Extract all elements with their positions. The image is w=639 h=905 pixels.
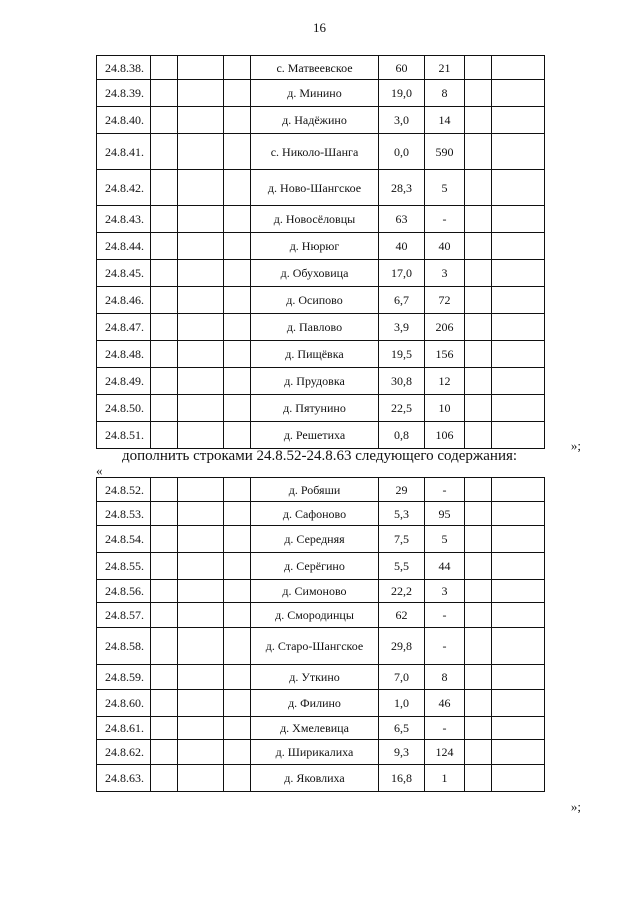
- empty-cell: [465, 740, 492, 765]
- value-2: 95: [425, 502, 465, 526]
- empty-cell: [178, 717, 224, 740]
- empty-cell: [151, 422, 178, 449]
- empty-cell: [151, 134, 178, 170]
- value-2: 40: [425, 233, 465, 260]
- row-number: 24.8.40.: [97, 107, 151, 134]
- empty-cell: [224, 765, 251, 792]
- value-1: 19,0: [379, 80, 425, 107]
- empty-cell: [151, 690, 178, 717]
- value-2: 590: [425, 134, 465, 170]
- empty-cell: [492, 628, 545, 665]
- empty-cell: [151, 665, 178, 690]
- empty-cell: [151, 502, 178, 526]
- table-row: [97, 717, 545, 740]
- empty-cell: [224, 603, 251, 628]
- empty-cell: [465, 56, 492, 80]
- empty-cell: [151, 478, 178, 502]
- empty-cell: [465, 603, 492, 628]
- amendment-text: дополнить строками 24.8.52-24.8.63 следующего содержания:: [121, 448, 518, 464]
- empty-cell: [178, 603, 224, 628]
- settlement-name: д. Серёгино: [251, 553, 379, 580]
- settlement-name: д. Надёжино: [251, 107, 379, 134]
- value-2: 124: [425, 740, 465, 765]
- empty-cell: [492, 107, 545, 134]
- empty-cell: [151, 740, 178, 765]
- empty-cell: [492, 717, 545, 740]
- empty-cell: [178, 134, 224, 170]
- row-number: 24.8.57.: [97, 603, 151, 628]
- empty-cell: [151, 56, 178, 80]
- row-number: 24.8.54.: [97, 526, 151, 553]
- empty-cell: [465, 314, 492, 341]
- row-number: 24.8.46.: [97, 287, 151, 314]
- empty-cell: [465, 628, 492, 665]
- value-1: 62: [379, 603, 425, 628]
- empty-cell: [492, 134, 545, 170]
- table-row: [97, 580, 545, 603]
- empty-cell: [178, 765, 224, 792]
- settlement-name: д. Новосёловцы: [251, 206, 379, 233]
- value-2: 46: [425, 690, 465, 717]
- empty-cell: [465, 260, 492, 287]
- empty-cell: [224, 740, 251, 765]
- empty-cell: [224, 170, 251, 206]
- empty-cell: [178, 107, 224, 134]
- table-row: [97, 314, 545, 341]
- table-row: [97, 368, 545, 395]
- settlement-name: д. Осипово: [251, 287, 379, 314]
- row-number: 24.8.53.: [97, 502, 151, 526]
- table-row: [97, 665, 545, 690]
- empty-cell: [178, 478, 224, 502]
- empty-cell: [151, 717, 178, 740]
- value-2: 14: [425, 107, 465, 134]
- empty-cell: [465, 422, 492, 449]
- empty-cell: [178, 580, 224, 603]
- settlement-name: д. Симоново: [251, 580, 379, 603]
- settlement-name: с. Матвеевское: [251, 56, 379, 80]
- empty-cell: [492, 287, 545, 314]
- settlement-name: д. Минино: [251, 80, 379, 107]
- empty-cell: [224, 260, 251, 287]
- closing-quote-1: »;: [570, 438, 581, 453]
- empty-cell: [178, 526, 224, 553]
- empty-cell: [178, 422, 224, 449]
- empty-cell: [465, 765, 492, 792]
- empty-cell: [224, 107, 251, 134]
- value-1: 0,0: [379, 134, 425, 170]
- value-2: -: [425, 206, 465, 233]
- empty-cell: [492, 170, 545, 206]
- value-2: 156: [425, 341, 465, 368]
- value-1: 6,5: [379, 717, 425, 740]
- table-row: [97, 422, 545, 449]
- table-row: [97, 502, 545, 526]
- value-1: 19,5: [379, 341, 425, 368]
- empty-cell: [178, 665, 224, 690]
- row-number: 24.8.41.: [97, 134, 151, 170]
- empty-cell: [151, 107, 178, 134]
- empty-cell: [178, 690, 224, 717]
- empty-cell: [492, 740, 545, 765]
- empty-cell: [465, 107, 492, 134]
- settlement-name: д. Пищёвка: [251, 341, 379, 368]
- empty-cell: [465, 717, 492, 740]
- value-1: 63: [379, 206, 425, 233]
- value-1: 5,3: [379, 502, 425, 526]
- settlement-name: д. Робяши: [251, 478, 379, 502]
- empty-cell: [224, 314, 251, 341]
- row-number: 24.8.38.: [97, 56, 151, 80]
- empty-cell: [178, 56, 224, 80]
- empty-cell: [224, 287, 251, 314]
- empty-cell: [178, 287, 224, 314]
- value-1: 1,0: [379, 690, 425, 717]
- empty-cell: [151, 287, 178, 314]
- empty-cell: [178, 502, 224, 526]
- value-2: 72: [425, 287, 465, 314]
- settlement-name: д. Нюрюг: [251, 233, 379, 260]
- settlement-name: д. Хмелевица: [251, 717, 379, 740]
- empty-cell: [224, 368, 251, 395]
- empty-cell: [465, 526, 492, 553]
- value-1: 9,3: [379, 740, 425, 765]
- row-number: 24.8.49.: [97, 368, 151, 395]
- value-1: 30,8: [379, 368, 425, 395]
- empty-cell: [151, 526, 178, 553]
- empty-cell: [492, 765, 545, 792]
- empty-cell: [492, 553, 545, 580]
- empty-cell: [224, 553, 251, 580]
- empty-cell: [178, 170, 224, 206]
- value-2: 5: [425, 526, 465, 553]
- value-2: 206: [425, 314, 465, 341]
- empty-cell: [178, 368, 224, 395]
- empty-cell: [224, 665, 251, 690]
- value-2: -: [425, 478, 465, 502]
- settlement-name: д. Ширикалиха: [251, 740, 379, 765]
- table-row: [97, 740, 545, 765]
- empty-cell: [151, 341, 178, 368]
- value-1: 5,5: [379, 553, 425, 580]
- settlement-name: д. Прудовка: [251, 368, 379, 395]
- empty-cell: [492, 665, 545, 690]
- empty-cell: [465, 368, 492, 395]
- value-1: 40: [379, 233, 425, 260]
- empty-cell: [492, 603, 545, 628]
- empty-cell: [224, 717, 251, 740]
- empty-cell: [492, 368, 545, 395]
- empty-cell: [151, 206, 178, 233]
- value-2: 21: [425, 56, 465, 80]
- row-number: 24.8.58.: [97, 628, 151, 665]
- empty-cell: [224, 690, 251, 717]
- table-row: [97, 526, 545, 553]
- value-2: 106: [425, 422, 465, 449]
- settlement-name: д. Павлово: [251, 314, 379, 341]
- empty-cell: [151, 580, 178, 603]
- settlements-table-1: [96, 55, 545, 449]
- table-row: [97, 134, 545, 170]
- settlements-table-2: [96, 477, 545, 792]
- empty-cell: [492, 690, 545, 717]
- value-2: -: [425, 628, 465, 665]
- empty-cell: [151, 603, 178, 628]
- value-2: 12: [425, 368, 465, 395]
- table-row: [97, 765, 545, 792]
- table-row: [97, 260, 545, 287]
- empty-cell: [465, 287, 492, 314]
- empty-cell: [465, 478, 492, 502]
- row-number: 24.8.63.: [97, 765, 151, 792]
- table-row: [97, 107, 545, 134]
- row-number: 24.8.43.: [97, 206, 151, 233]
- value-2: 8: [425, 80, 465, 107]
- empty-cell: [178, 395, 224, 422]
- value-1: 28,3: [379, 170, 425, 206]
- value-1: 22,2: [379, 580, 425, 603]
- value-1: 29,8: [379, 628, 425, 665]
- value-2: -: [425, 603, 465, 628]
- row-number: 24.8.39.: [97, 80, 151, 107]
- empty-cell: [151, 80, 178, 107]
- empty-cell: [178, 341, 224, 368]
- empty-cell: [224, 422, 251, 449]
- value-1: 3,9: [379, 314, 425, 341]
- closing-quote-2: »;: [570, 799, 581, 814]
- table-row: [97, 80, 545, 107]
- settlement-name: д. Уткино: [251, 665, 379, 690]
- value-2: 10: [425, 395, 465, 422]
- value-1: 22,5: [379, 395, 425, 422]
- value-1: 7,5: [379, 526, 425, 553]
- empty-cell: [465, 341, 492, 368]
- empty-cell: [465, 580, 492, 603]
- empty-cell: [224, 206, 251, 233]
- table-row: [97, 341, 545, 368]
- empty-cell: [151, 628, 178, 665]
- table-row: [97, 206, 545, 233]
- empty-cell: [224, 80, 251, 107]
- row-number: 24.8.60.: [97, 690, 151, 717]
- empty-cell: [224, 502, 251, 526]
- table-row: [97, 628, 545, 665]
- value-1: 29: [379, 478, 425, 502]
- value-1: 0,8: [379, 422, 425, 449]
- row-number: 24.8.61.: [97, 717, 151, 740]
- empty-cell: [492, 233, 545, 260]
- value-2: 5: [425, 170, 465, 206]
- empty-cell: [178, 314, 224, 341]
- empty-cell: [492, 478, 545, 502]
- settlement-name: д. Середняя: [251, 526, 379, 553]
- value-2: 3: [425, 580, 465, 603]
- settlement-name: д. Сафоново: [251, 502, 379, 526]
- empty-cell: [465, 553, 492, 580]
- page-number: 16: [313, 20, 326, 35]
- value-1: 7,0: [379, 665, 425, 690]
- settlement-name: с. Николо-Шанга: [251, 134, 379, 170]
- value-1: 17,0: [379, 260, 425, 287]
- empty-cell: [465, 665, 492, 690]
- empty-cell: [178, 80, 224, 107]
- empty-cell: [492, 395, 545, 422]
- empty-cell: [224, 341, 251, 368]
- empty-cell: [178, 628, 224, 665]
- table-row: [97, 603, 545, 628]
- empty-cell: [224, 478, 251, 502]
- value-1: 60: [379, 56, 425, 80]
- empty-cell: [465, 80, 492, 107]
- table-row: [97, 170, 545, 206]
- empty-cell: [492, 580, 545, 603]
- value-2: 1: [425, 765, 465, 792]
- empty-cell: [492, 526, 545, 553]
- empty-cell: [151, 170, 178, 206]
- value-1: 16,8: [379, 765, 425, 792]
- empty-cell: [492, 260, 545, 287]
- empty-cell: [151, 765, 178, 792]
- row-number: 24.8.47.: [97, 314, 151, 341]
- settlement-name: д. Пятунино: [251, 395, 379, 422]
- row-number: 24.8.45.: [97, 260, 151, 287]
- empty-cell: [151, 368, 178, 395]
- empty-cell: [465, 502, 492, 526]
- empty-cell: [492, 341, 545, 368]
- row-number: 24.8.42.: [97, 170, 151, 206]
- table-row: [97, 233, 545, 260]
- empty-cell: [465, 170, 492, 206]
- settlement-name: д. Старо-Шангское: [251, 628, 379, 665]
- empty-cell: [492, 56, 545, 80]
- value-1: 3,0: [379, 107, 425, 134]
- row-number: 24.8.51.: [97, 422, 151, 449]
- empty-cell: [224, 628, 251, 665]
- empty-cell: [465, 690, 492, 717]
- empty-cell: [465, 233, 492, 260]
- table-row: [97, 287, 545, 314]
- empty-cell: [224, 233, 251, 260]
- empty-cell: [492, 206, 545, 233]
- settlement-name: д. Ново-Шангское: [251, 170, 379, 206]
- empty-cell: [151, 553, 178, 580]
- empty-cell: [178, 233, 224, 260]
- settlement-name: д. Филино: [251, 690, 379, 717]
- empty-cell: [151, 260, 178, 287]
- empty-cell: [224, 580, 251, 603]
- row-number: 24.8.50.: [97, 395, 151, 422]
- value-2: -: [425, 717, 465, 740]
- empty-cell: [178, 260, 224, 287]
- table-row: [97, 56, 545, 80]
- value-2: 8: [425, 665, 465, 690]
- value-2: 44: [425, 553, 465, 580]
- empty-cell: [492, 502, 545, 526]
- settlement-name: д. Обуховица: [251, 260, 379, 287]
- row-number: 24.8.44.: [97, 233, 151, 260]
- row-number: 24.8.48.: [97, 341, 151, 368]
- row-number: 24.8.52.: [97, 478, 151, 502]
- table-row: [97, 553, 545, 580]
- empty-cell: [492, 422, 545, 449]
- settlement-name: д. Смородинцы: [251, 603, 379, 628]
- empty-cell: [224, 395, 251, 422]
- empty-cell: [492, 314, 545, 341]
- settlement-name: д. Яковлиха: [251, 765, 379, 792]
- empty-cell: [465, 134, 492, 170]
- empty-cell: [151, 395, 178, 422]
- empty-cell: [151, 314, 178, 341]
- empty-cell: [178, 553, 224, 580]
- empty-cell: [492, 80, 545, 107]
- empty-cell: [465, 395, 492, 422]
- empty-cell: [178, 740, 224, 765]
- empty-cell: [151, 233, 178, 260]
- table-row: [97, 395, 545, 422]
- value-2: 3: [425, 260, 465, 287]
- empty-cell: [224, 56, 251, 80]
- empty-cell: [224, 134, 251, 170]
- settlement-name: д. Решетиха: [251, 422, 379, 449]
- table-row: [97, 478, 545, 502]
- row-number: 24.8.55.: [97, 553, 151, 580]
- empty-cell: [178, 206, 224, 233]
- row-number: 24.8.56.: [97, 580, 151, 603]
- table-row: [97, 690, 545, 717]
- opening-quote: «: [96, 463, 103, 478]
- value-1: 6,7: [379, 287, 425, 314]
- empty-cell: [465, 206, 492, 233]
- row-number: 24.8.62.: [97, 740, 151, 765]
- empty-cell: [224, 526, 251, 553]
- row-number: 24.8.59.: [97, 665, 151, 690]
